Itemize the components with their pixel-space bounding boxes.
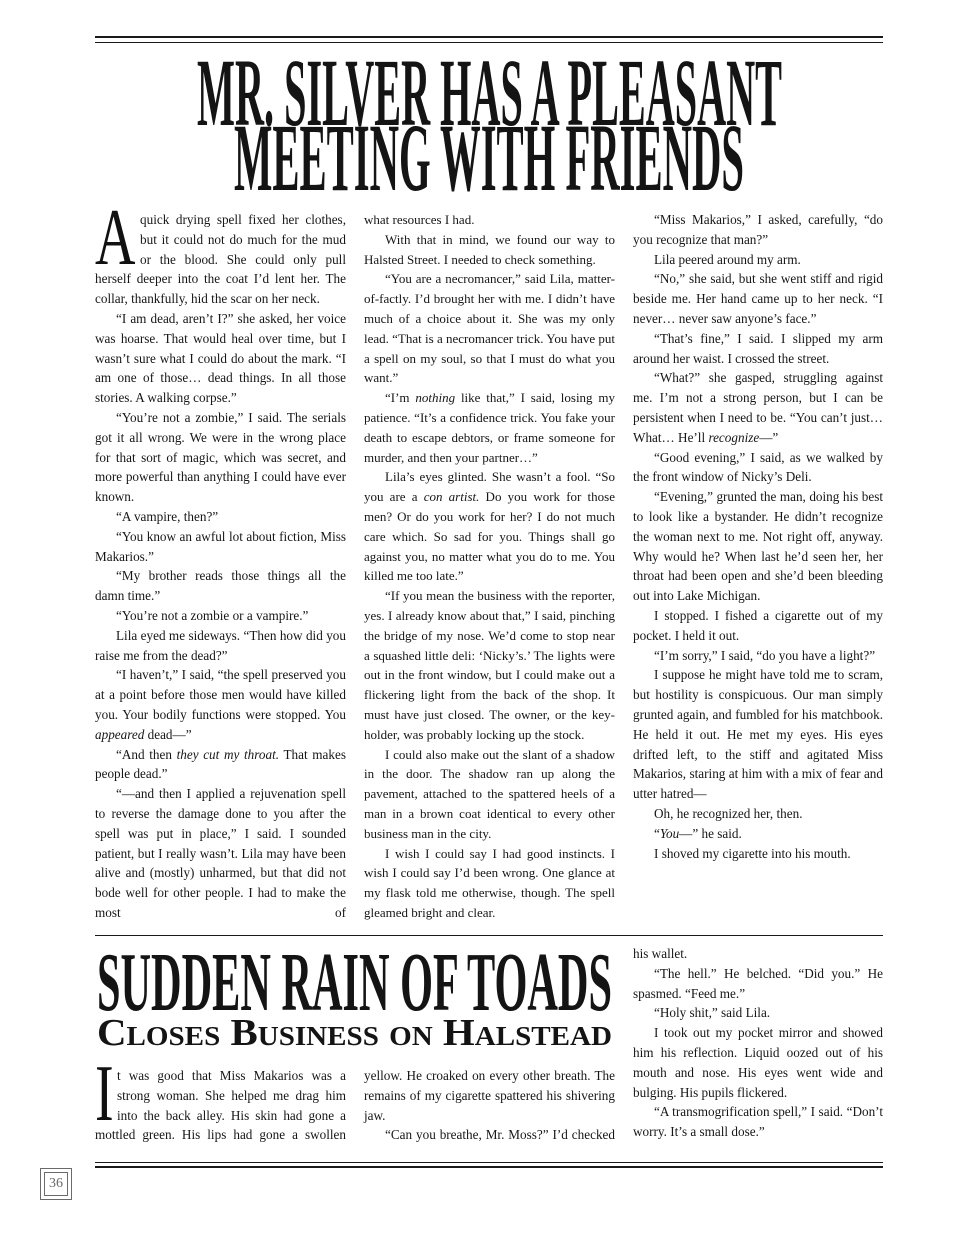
paragraph: “Good evening,” I said, as we walked by the front window of Nicky’s Deli. bbox=[633, 449, 883, 485]
top-rule-thick bbox=[95, 36, 883, 38]
paragraph: “The hell.” He belched. “Did you.” He spasmed. “Feed me.” bbox=[633, 965, 883, 1001]
paragraph: “My brother reads those things all the damn time.” bbox=[95, 568, 346, 604]
article2-column-2 bbox=[364, 1066, 615, 1158]
paragraph: I suppose he might have told me to scram, but hostility is conspicuous. Our man simply grunted again, and fumbled for his matchbook. He held it out. He met my eyes. His eyes drifted left, to the stiff and agitated Miss Makarios, staring at him with a mix of fear and utter hatred— bbox=[633, 667, 883, 802]
paragraph: Lila peered around my arm. bbox=[654, 251, 801, 267]
italic-text: con artist. bbox=[423, 489, 480, 505]
italic-text: You bbox=[659, 825, 680, 841]
paragraph: “No,” she said, but she went stiff and rigid beside me. Her hand came up to her neck. “I never… never saw anyone’s face.” bbox=[633, 271, 883, 326]
italic-text: they cut my throat. bbox=[176, 746, 280, 762]
paragraph: “You—” he said. bbox=[654, 825, 742, 841]
headline-line-2: MEETING WITH FRIENDS bbox=[234, 104, 744, 211]
paragraph: “You are a necromancer,” said Lila, matter-of-factly. I’d brought her with me. I didn’t have much of a choice about it. She was my only lead. “That is a necromancer trick. You have put a spell on my soul, so that I must do what you want.” bbox=[364, 271, 615, 386]
paragraph: “If you mean the business with the reporter, yes. I already know about that,” I said, pinching the bridge of my nose. We’d come to stop near a squashed little deli: ‘Nicky’s.’ The lights were out in the front window, but I could make out a flickering light from the back of the shop. It must have just closed. The owner, or the key-holder, was probably locking up the stock. bbox=[364, 588, 615, 742]
page-number-box bbox=[40, 1168, 72, 1200]
paragraph: I shoved my cigarette into his mouth. bbox=[654, 845, 851, 861]
paragraph: “—and then I applied a rejuvenation spell to reverse the damage done to you after the spell was put in place,” I said. I sounded patient, but I really wasn’t. Lila may have been alive and (mostly) unharmed, but that did not bode well for other people. I had to make the most of bbox=[95, 786, 346, 920]
paragraph: Aquick drying spell fixed her clothes, but it could not do much for the mud or the blood. She could only pull herself deeper into the coat I’d lent her. The collar, thankfully, hid the scar on her neck. bbox=[95, 194, 346, 307]
article2-column-3 bbox=[633, 944, 883, 1158]
paragraph: “And then they cut my throat. That makes people dead.” bbox=[95, 746, 346, 782]
paragraph: “A transmogrification spell,” I said. “Don’t worry. It’s a small dose.” bbox=[633, 1104, 883, 1140]
bottom-rule-thick bbox=[95, 1166, 883, 1168]
paragraph: “You’re not a zombie,” I said. The serials got it all wrong. We were in the wrong place for that sort of magic, which was secret, and more powerful than anything I could have ever known. bbox=[95, 409, 346, 505]
article1-column-2 bbox=[364, 210, 615, 928]
paragraph: “I am dead, aren’t I?” she asked, her voice was hoarse. That would heal over time, but I wasn’t sure what I could do about the mark. “I am one of those… dead things. In all those stories. A walking corpse.” bbox=[95, 310, 346, 406]
paragraph: I stopped. I fished a cigarette out of my pocket. I held it out. bbox=[633, 607, 883, 643]
paragraph: With that in mind, we found our way to Halsted Street. I needed to check something. bbox=[364, 231, 615, 267]
paragraph: his wallet. bbox=[633, 946, 688, 961]
article1-column-3 bbox=[633, 210, 883, 928]
bottom-rule-thin bbox=[95, 1162, 883, 1163]
paragraph: “Miss Makarios,” I asked, carefully, “do you recognize that man?” bbox=[633, 212, 883, 247]
paragraph: “A vampire, then?” bbox=[116, 508, 219, 524]
headline-line-1: MR. SILVER HAS A PLEASANT bbox=[197, 39, 782, 146]
paragraph: “That’s fine,” I said. I slipped my arm around her waist. I crossed the street. bbox=[633, 330, 883, 366]
paragraph: I took out my pocket mirror and showed him his reflection. Liquid oozed out of his mouth and nose. His eyes went wide and bulging. His pupils flickered. bbox=[633, 1025, 883, 1100]
paragraph: It was good that Miss Makarios was a strong woman. She helped me drag him into the back alley. His skin had gone a mottled green. His lips had gone a swollen bbox=[95, 1050, 346, 1143]
section-divider bbox=[95, 935, 883, 936]
paragraph: “I’m sorry,” I said, “do you have a light?” bbox=[654, 647, 876, 663]
page-number: 36 bbox=[44, 1172, 68, 1196]
drop-cap: I bbox=[95, 1050, 114, 1138]
paragraph: yellow. He croaked on every other breath. The remains of my cigarette spattered his shivering jaw. bbox=[364, 1068, 615, 1123]
paragraph: “Evening,” grunted the man, doing his best to look like a bystander. He didn’t recognize the woman next to me. Not right off, anyway. Why would he? When last he’d seen her, her throat had been open and she’d been bleeding out into Lake Michigan. bbox=[633, 489, 883, 604]
italic-text: appeared bbox=[95, 726, 145, 742]
paragraph: “I’m nothing like that,” I said, losing my patience. “It’s a confidence trick. You fake your death to escape debtors, or frame someone for murder, and then your partner…” bbox=[364, 390, 615, 465]
paragraph: I wish I could say I had good instincts. I wish I could say I’d been wrong. One glance at my flask told me otherwise, though. The spell gleamed bright and clear. bbox=[364, 845, 615, 920]
paragraph: what resources I had. bbox=[364, 212, 475, 227]
paragraph: “What?” she gasped, struggling against me. I’m not a strong person, but I can be persistent when I need to be. “You can’t just… What… He’ll recognize—” bbox=[633, 370, 883, 445]
paragraph: Oh, he recognized her, then. bbox=[654, 805, 803, 821]
italic-text: recognize bbox=[708, 429, 760, 445]
top-rule-thin bbox=[95, 42, 883, 43]
paragraph: “Can you breathe, Mr. Moss?” I’d checked bbox=[385, 1127, 615, 1143]
article2-column-1 bbox=[95, 1050, 346, 1158]
paragraph: “I haven’t,” I said, “the spell preserved you at a point before those men would have killed you. Your bodily functions were stopped. You appeared dead—” bbox=[95, 667, 346, 742]
paragraph: “You’re not a zombie or a vampire.” bbox=[116, 607, 309, 623]
article1-column-1 bbox=[95, 194, 346, 928]
paragraph: I could also make out the slant of a shadow in the door. The shadow ran up along the pavement, attached to the spattered heels of a man in a brown coat identical to every other business man in the city. bbox=[364, 746, 615, 841]
paragraph: Lila’s eyes glinted. She wasn’t a fool. “So you are a con artist. Do you work for those men? Or do you work for her? I do not much care which. So sad for you. Things shall go against you, no matter what you do to me. You killed me too late.” bbox=[364, 469, 615, 584]
drop-cap: A bbox=[95, 194, 136, 282]
italic-text: nothing bbox=[415, 390, 456, 406]
paragraph: Lila eyed me sideways. “Then how did you raise me from the dead?” bbox=[95, 627, 346, 663]
headline-toads: SUDDEN RAIN OF TOADS bbox=[97, 936, 612, 1029]
subheadline-halstead: Closes Business on Halstead bbox=[97, 1012, 612, 1054]
paragraph: “You know an awful lot about fiction, Miss Makarios.” bbox=[95, 528, 346, 564]
paragraph: “Holy shit,” said Lila. bbox=[654, 1005, 771, 1021]
